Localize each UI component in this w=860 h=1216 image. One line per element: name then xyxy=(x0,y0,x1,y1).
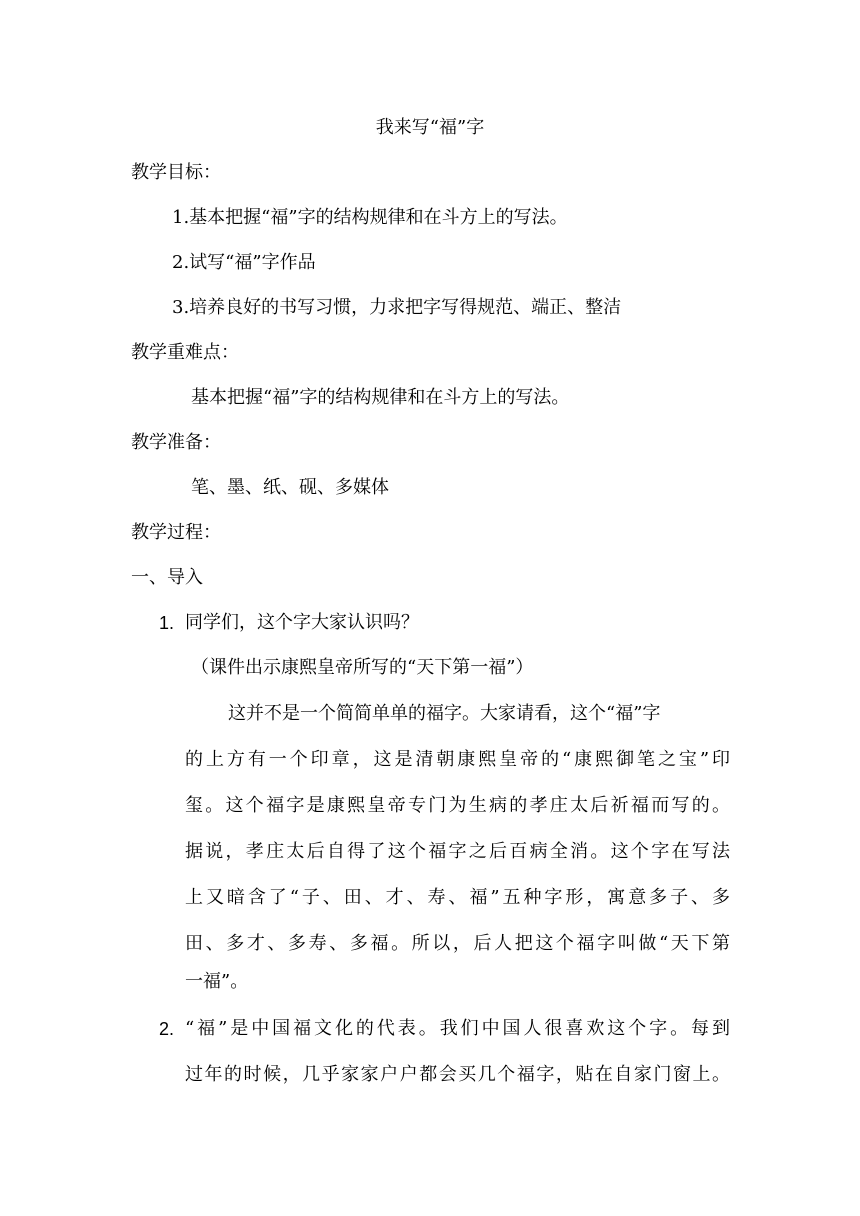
objective-item-1: 1.基本把握“福”字的结构规律和在斗方上的写法。 xyxy=(172,207,568,228)
process-heading: 教学过程： xyxy=(131,522,221,543)
step-2-line-1: “福”是中国福文化的代表。我们中国人很喜欢这个字。每到 xyxy=(185,1018,730,1039)
key-points-heading: 教学重难点： xyxy=(131,342,239,363)
step-1-paragraph-line-2: 的上方有一个印章，这是清朝康熙皇帝的“康熙御笔之宝”印 xyxy=(185,749,730,770)
objective-item-3: 3.培养良好的书写习惯，力求把字写得规范、端正、整洁 xyxy=(172,297,622,318)
step-1-paragraph-line-6: 田、多才、多寿、多福。所以，后人把这个福字叫做“天下第 xyxy=(185,933,730,954)
step-1-paragraph-line-7: 一福”。 xyxy=(185,971,249,992)
preparation-heading: 教学准备： xyxy=(131,432,221,453)
preparation-text: 笔、墨、纸、砚、多媒体 xyxy=(191,477,389,498)
step-1-number: 1. xyxy=(159,613,175,633)
objectives-heading: 教学目标： xyxy=(131,162,221,183)
section-heading-intro: 一、导入 xyxy=(131,567,203,588)
objective-item-2: 2.试写“福”字作品 xyxy=(172,252,316,273)
step-2-number: 2. xyxy=(159,1019,175,1039)
step-1-paragraph-line-4: 据说，孝庄太后自得了这个福字之后百病全消。这个字在写法 xyxy=(185,841,730,862)
step-1-paragraph-line-1: 这并不是一个简简单单的福字。大家请看，这个“福”字 xyxy=(228,703,661,724)
step-1-note: （课件出示康熙皇帝所写的“天下第一福”） xyxy=(191,657,534,678)
step-2-line-2: 过年的时候，几乎家家户户都会买几个福字，贴在自家门窗上。 xyxy=(185,1064,730,1085)
key-points-text: 基本把握“福”字的结构规律和在斗方上的写法。 xyxy=(191,387,570,408)
step-1-paragraph-line-3: 玺。这个福字是康熙皇帝专门为生病的孝庄太后祈福而写的。 xyxy=(185,795,730,816)
step-1-paragraph-line-5: 上又暗含了“子、田、才、寿、福”五种字形，寓意多子、多 xyxy=(185,887,730,908)
page-title: 我来写“福”字 xyxy=(375,117,485,138)
step-1-text: 同学们，这个字大家认识吗？ xyxy=(185,612,419,633)
